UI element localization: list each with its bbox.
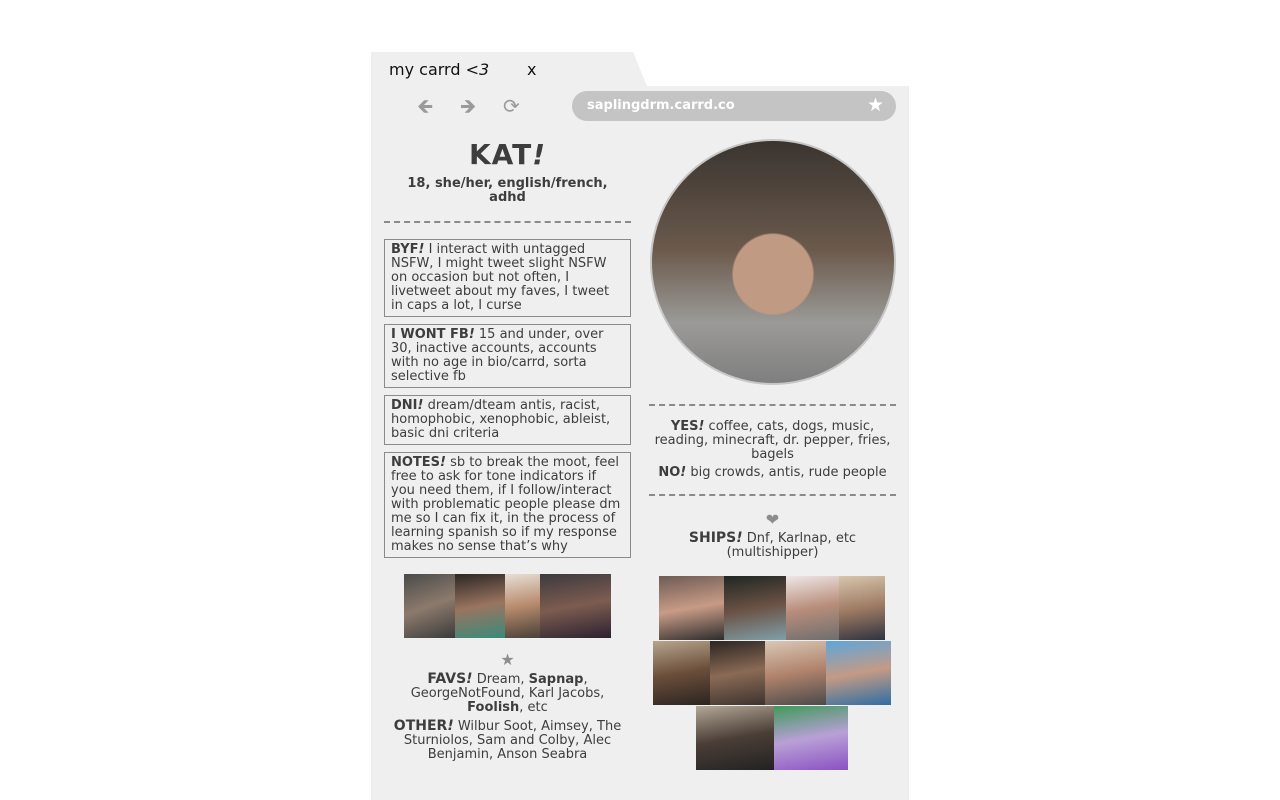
- right-column: [649, 138, 896, 772]
- ship-photo: [826, 641, 891, 705]
- profile-name: KAT!: [468, 138, 547, 171]
- profile-subtitle: 18, she/her, english/french, adhd: [407, 176, 608, 205]
- no-text: NO! big crowds, antis, rude people: [658, 465, 887, 480]
- wont-fb-label: I WONT FB!: [391, 327, 475, 342]
- fav-photo: [404, 574, 455, 638]
- browser-frame: [371, 52, 909, 800]
- notes-box: NOTES! sb to break the moot, feel free to ask for tone indicators if you need them, if I follow/interact with problematic people please dm me so I can fix it, in the process of learning spanish so if my response makes no sense that’s why: [384, 452, 631, 558]
- url-text: saplingdrm.carrd.co: [587, 98, 735, 113]
- wont-fb-box: I WONT FB! 15 and under, over 30, inactive accounts, accounts with no age in bio/carrd, sorta selective fb: [384, 324, 631, 388]
- fav-photo: [455, 574, 505, 638]
- ship-photo: [724, 576, 786, 640]
- divider: [649, 494, 896, 496]
- ship-photo: [786, 576, 839, 640]
- byf-box: BYF! I interact with untagged NSFW, I might tweet slight NSFW on occasion but not often, I livetweet about my faves, I tweet in caps a lot, I curse: [384, 239, 631, 317]
- refresh-icon[interactable]: ⟳: [503, 94, 520, 118]
- avatar-wrap: [649, 138, 896, 386]
- ships-collage: [649, 576, 896, 772]
- ship-photo: [696, 706, 774, 770]
- ships-text: SHIPS! Dnf, Karlnap, etc (multishipper): [688, 530, 857, 560]
- star-icon: ★: [500, 650, 515, 669]
- browser-window: [371, 86, 909, 800]
- arrow-right-icon[interactable]: 🡺: [460, 94, 477, 118]
- tab-close-button[interactable]: x: [527, 60, 537, 79]
- other-text: OTHER! Wilbur Soot, Aimsey, The Sturniolos, Sam and Colby, Alec Benjamin, Anson Seabra: [393, 718, 622, 762]
- divider: [384, 221, 631, 223]
- address-bar[interactable]: [572, 91, 896, 121]
- dni-box: DNI! dream/dteam antis, racist, homophobic, xenophobic, ableist, basic dni criteria: [384, 395, 631, 445]
- fav-photo: [505, 574, 540, 638]
- browser-tab[interactable]: [371, 52, 633, 86]
- favs-text: FAVS! Dream, Sapnap, GeorgeNotFound, Karl Jacobs, Foolish, etc: [410, 671, 605, 715]
- byf-label: BYF!: [391, 242, 425, 257]
- ship-photo: [765, 641, 826, 705]
- ship-photo: [710, 641, 765, 705]
- ship-photo: [839, 576, 885, 640]
- star-icon[interactable]: ★: [866, 94, 884, 116]
- heart-icon: ❤: [765, 510, 780, 529]
- ship-photo: [659, 576, 724, 640]
- yes-text: YES! coffee, cats, dogs, music, reading, minecraft, dr. pepper, fries, bagels: [654, 419, 891, 462]
- divider: [649, 404, 896, 406]
- notes-label: NOTES!: [391, 455, 446, 470]
- ship-photo: [653, 641, 710, 705]
- ship-photo: [774, 706, 848, 770]
- avatar: [650, 139, 896, 385]
- tab-title: my carrd <3: [389, 60, 490, 79]
- fav-photo: [540, 574, 611, 638]
- left-column: [384, 138, 631, 762]
- favs-collage: [384, 574, 631, 640]
- dni-label: DNI!: [391, 398, 424, 413]
- arrow-left-icon[interactable]: 🡸: [417, 94, 434, 118]
